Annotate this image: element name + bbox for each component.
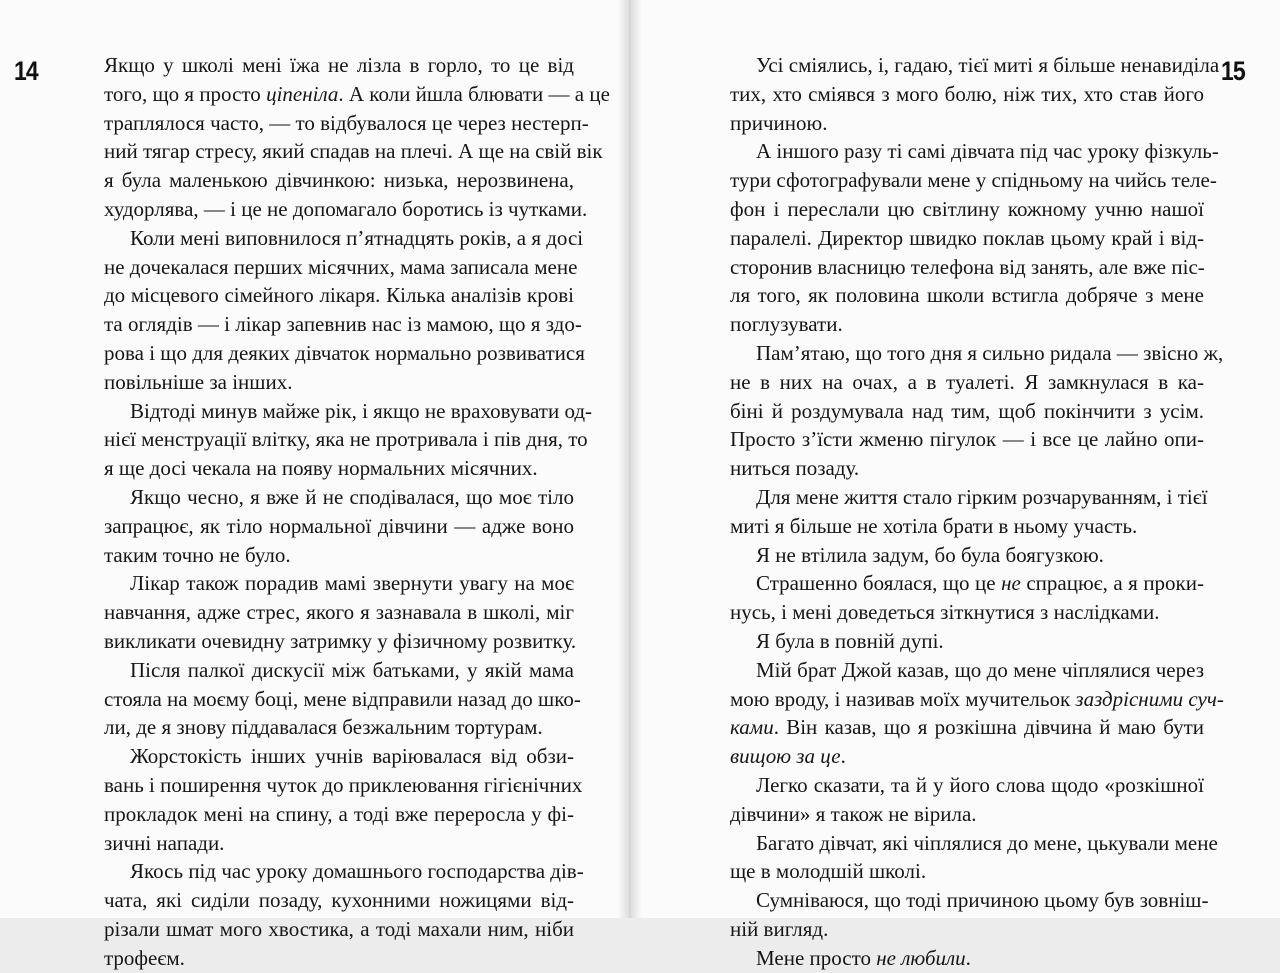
text-run: рова і що для деяких дівчаток нормально розвиватися <box>104 340 585 365</box>
text-line <box>730 598 1204 627</box>
italic-run: ками <box>730 715 774 740</box>
text-line <box>730 368 1204 397</box>
text-line <box>730 800 1204 829</box>
text-run: Жорстокість інших учнів варіювалася від обзи- <box>130 744 574 769</box>
text-run: Якщо чесно, я вже й не сподівалася, що моє тіло <box>130 484 574 509</box>
text-line <box>104 51 574 80</box>
text-run: причиною. <box>730 110 828 135</box>
text-run: паралелі. Директор швидко поклав цьому край і від- <box>730 225 1204 250</box>
text-run: та оглядів — і лікар запевнив нас із мамою, що я здо- <box>104 312 582 337</box>
text-line <box>730 656 1204 685</box>
text-run: ниться позаду. <box>730 456 860 481</box>
text-line <box>104 857 584 886</box>
text-run: траплялося часто, — то відбувалося це через нестерп- <box>104 110 589 135</box>
text-line <box>104 80 610 109</box>
text-run: фон і переслали цю світлину кожному учню нашої <box>730 196 1204 221</box>
text-run: Мене просто <box>756 945 877 970</box>
text-line <box>730 253 1204 282</box>
text-line <box>730 886 1209 915</box>
text-run: Після палкої дискусії між батьками, у якій мама <box>130 657 574 682</box>
text-run: того, що я просто <box>104 81 267 106</box>
text-line <box>730 224 1204 253</box>
text-line <box>104 166 574 195</box>
text-run: запрацює, як тіло нормальної дівчини — адже воно <box>104 513 574 538</box>
text-line <box>104 656 574 685</box>
text-line <box>104 829 574 858</box>
text-line <box>104 425 588 454</box>
text-line <box>730 713 1204 742</box>
text-run: Лікар також порадив мамі звернути увагу на моє <box>130 571 574 596</box>
text-run: мою вроду, і називав моїх мучительок <box>730 686 1076 711</box>
text-run: нусь, і мені доведеться зіткнутися з наслідками. <box>730 600 1160 625</box>
text-run: трофеєм. <box>104 945 185 970</box>
text-line <box>730 771 1204 800</box>
text-line <box>104 886 574 915</box>
text-line <box>730 569 1204 598</box>
text-line <box>104 915 574 944</box>
text-run: спрацює, а я прoки- <box>1020 571 1204 596</box>
text-line <box>104 454 574 483</box>
text-line <box>730 310 1204 339</box>
text-run: навчання, адже стрес, якого я зазнавала в школі, міг <box>104 600 574 625</box>
text-line <box>104 253 578 282</box>
italic-run: заздрісними суч- <box>1075 686 1224 711</box>
text-line <box>730 339 1224 368</box>
book-gutter <box>618 0 642 918</box>
page-number: 14 <box>14 56 38 86</box>
text-run: тих, хто сміявся з мого болю, ніж тих, хто став його <box>730 81 1204 106</box>
text-run: Мій брат Джой казав, що до мене чіплялися через <box>756 657 1204 682</box>
text-line <box>730 454 1204 483</box>
text-run: ще в молодшій школі. <box>730 859 927 884</box>
text-run: ли, де я знову піддавалася безжальним тортурам. <box>104 715 543 740</box>
text-run: миті я більше не хотіла брати в ньому участь. <box>730 513 1138 538</box>
text-run: зичні напади. <box>104 830 225 855</box>
text-run: не дочекалася перших місячних, мама записала мене <box>104 254 578 279</box>
text-line <box>730 425 1204 454</box>
text-run: ній вигляд. <box>730 916 829 941</box>
text-run: Якщо у школі мені їжа не лізла в горло, то це від <box>104 53 574 77</box>
left-page <box>0 0 630 970</box>
text-line <box>730 281 1204 310</box>
text-line <box>104 771 583 800</box>
page-number: 15 <box>1221 56 1245 86</box>
text-run: . <box>965 945 971 970</box>
italic-run: ціпеніла <box>266 81 339 106</box>
text-run: нієї менструації влітку, яка не протривала і пів дня, то <box>104 427 588 452</box>
text-line <box>730 829 1218 858</box>
text-run: А іншого разу ті самі дівчата під час уроку фізкуль- <box>756 139 1219 164</box>
text-run: дівчини» я також не вірила. <box>730 801 977 826</box>
text-line <box>730 137 1219 166</box>
text-run: сторонив власницю телефона від занять, але вже піс- <box>730 254 1205 279</box>
text-run: . <box>840 744 846 769</box>
text-line <box>730 109 1204 138</box>
text-run: до місцевого сімейного лікаря. Кілька аналізів крові <box>104 283 574 308</box>
text-line <box>730 915 1204 944</box>
text-line <box>104 713 574 742</box>
text-line <box>730 944 1204 973</box>
page-text <box>104 51 610 973</box>
text-run: повільніше за інших. <box>104 369 293 394</box>
text-run: таким точно не було. <box>104 542 291 567</box>
text-run: . Він казав, що я розкішна дівчина й маю бути <box>773 715 1204 740</box>
text-line <box>730 397 1204 426</box>
italic-run: не любили <box>876 945 966 970</box>
text-run: викликати очевидну затримку у фізичному розвитку. <box>104 628 577 653</box>
text-line <box>104 281 574 310</box>
text-line <box>730 685 1224 714</box>
text-line <box>104 944 574 973</box>
text-run: ля того, як половина школи встигла добряче з мене <box>730 283 1204 308</box>
text-line <box>104 310 582 339</box>
text-line <box>730 80 1204 109</box>
text-line <box>730 51 1220 80</box>
text-run: Коли мені виповнилося п’ятнадцять років, а я досі <box>130 225 584 250</box>
text-run: поглузувати. <box>730 312 843 337</box>
text-run: вань і поширення чуток до приклеювання гігієнічних <box>104 772 583 797</box>
text-run: Страшенно боялася, що це <box>756 571 1002 596</box>
text-run: худорлява, — і це не допомагало боротись із чутками. <box>104 196 588 221</box>
italic-run: не <box>1001 571 1021 596</box>
right-page <box>630 0 1280 970</box>
text-run: стояла на моєму боці, мене відправили назад до шко- <box>104 686 581 711</box>
text-line <box>104 569 574 598</box>
text-line <box>104 742 574 771</box>
text-run: ний тягар стресу, який спадав на плечі. А ще на свій вік <box>104 139 603 164</box>
text-run: тури сфотографували мене у спідньому на чийсь теле- <box>730 168 1217 193</box>
text-line <box>104 109 589 138</box>
text-run: Сумніваюся, що тоді причиною цьому був зовніш- <box>756 888 1209 913</box>
text-run: Для мене життя стало гірким розчаруванням, і тієї <box>756 484 1208 509</box>
text-run: біні й роздумувала над тим, щоб покінчити з усім. <box>730 398 1204 423</box>
text-line <box>730 857 1204 886</box>
text-run: Відтоді минув майже рік, і якщо не враховувати од- <box>130 398 593 423</box>
text-line <box>104 137 603 166</box>
italic-run: вищою за це <box>730 744 841 769</box>
text-line <box>104 512 574 541</box>
text-run: Якось під час уроку домашнього господарства дів- <box>130 859 584 884</box>
text-line <box>104 483 574 512</box>
text-line <box>104 685 581 714</box>
text-line <box>104 339 585 368</box>
text-line <box>104 627 577 656</box>
text-run: Я була в повній дупі. <box>756 628 944 653</box>
text-run: я ще досі чекала на появу нормальних місячних. <box>104 456 538 481</box>
text-line <box>730 541 1204 570</box>
text-line <box>730 627 1204 656</box>
text-run: Пам’ятаю, що того дня я сильно ридала — звісно ж, <box>756 340 1224 365</box>
text-line <box>104 598 574 627</box>
text-run: не в них на очах, а в туалеті. Я замкнулася в ка- <box>730 369 1204 394</box>
text-line <box>104 195 588 224</box>
text-run: Легко сказати, та й у його слова щодо «розкішної <box>756 772 1204 797</box>
text-run: прокладок мені на спину, а тоді вже переросла у фі- <box>104 801 574 826</box>
text-run: Багато дівчат, які чіплялися до мене, цькували мене <box>756 830 1218 855</box>
text-line <box>104 224 584 253</box>
text-line <box>730 483 1208 512</box>
text-run: Просто з’їсти жменю пігулок — і все це лайно опи- <box>730 427 1204 452</box>
page-text <box>730 51 1224 973</box>
text-run: я була маленькою дівчинкою: низька, нерозвинена, <box>104 168 574 193</box>
text-line <box>730 742 1204 771</box>
text-run: Усі сміялись, і, гадаю, тієї миті я більше ненавиділа <box>756 53 1220 77</box>
text-line <box>104 800 574 829</box>
text-line <box>730 166 1217 195</box>
text-run: різали шмат мого хвостика, а тоді махали ним, ніби <box>104 916 574 941</box>
text-run: Я не втілила задум, бо була боягузкою. <box>756 542 1104 567</box>
text-line <box>104 541 574 570</box>
text-line <box>104 397 593 426</box>
text-line <box>730 512 1204 541</box>
text-line <box>730 195 1204 224</box>
text-line <box>104 368 574 397</box>
text-run: . А коли йшла блювати — а це <box>338 81 610 106</box>
text-run: чата, які сиділи позаду, кухонними ножицями від- <box>104 888 574 913</box>
